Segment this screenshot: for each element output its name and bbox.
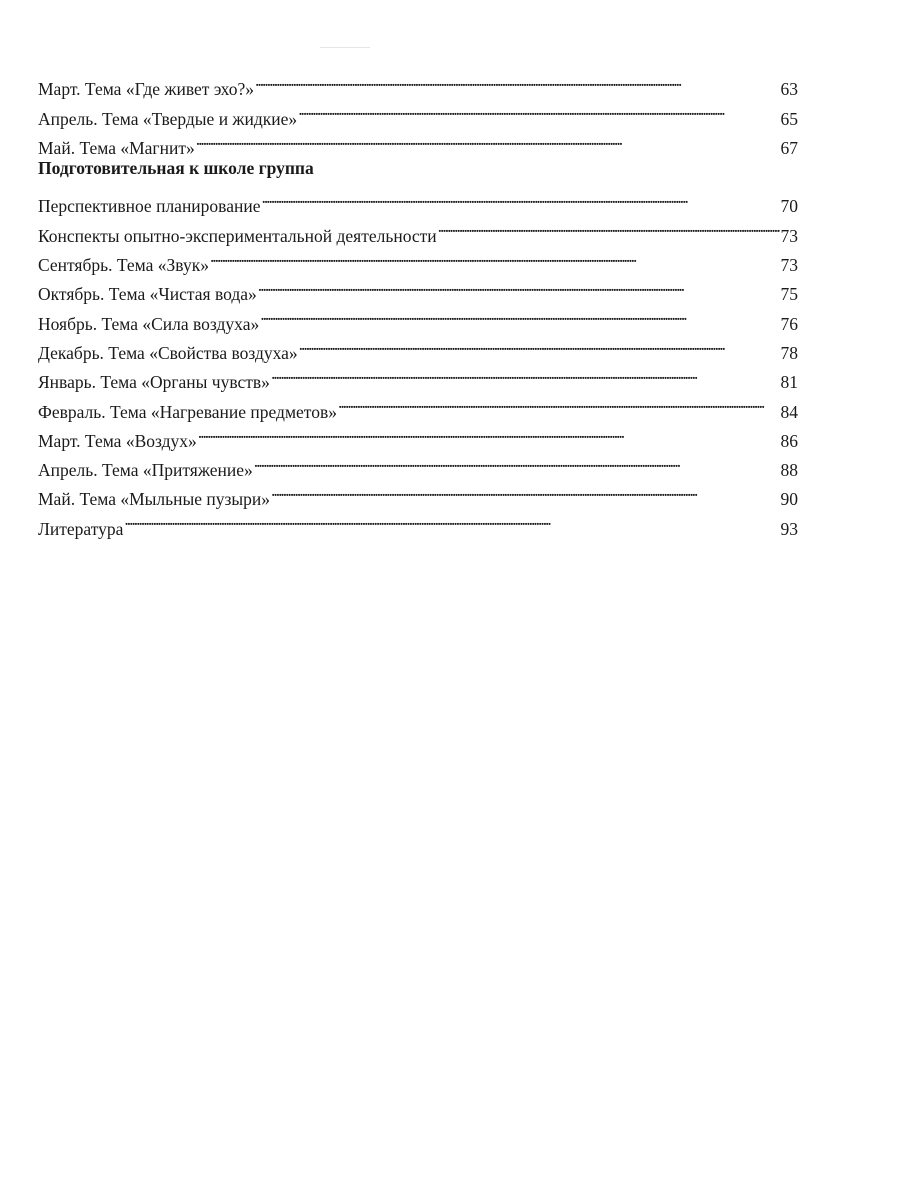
dot-leader: [254, 447, 780, 476]
table-of-contents: [38, 66, 798, 539]
toc-entry-page: 70: [780, 196, 798, 217]
dot-leader: [271, 476, 779, 505]
dot-leader: [196, 125, 780, 154]
toc-entry-title: Ноябрь. Тема «Сила воздуха»: [38, 313, 260, 334]
dot-leader: [198, 418, 780, 447]
toc-entry-title: Январь. Тема «Органы чувств»: [38, 372, 270, 393]
toc-entry-page: 73: [780, 225, 798, 246]
toc-entry-title: Сентябрь. Тема «Звук»: [38, 255, 209, 276]
toc-entry-page: 93: [780, 518, 798, 539]
dot-leader: [338, 388, 780, 417]
toc-entry-title: Февраль. Тема «Нагревание предметов»: [38, 401, 337, 422]
toc-entry-page: 88: [780, 460, 798, 481]
toc-entry-page: 73: [780, 255, 798, 276]
dot-leader: [210, 242, 780, 271]
dot-leader: [298, 95, 779, 124]
toc-entry-title: Март. Тема «Где живет эхо?»: [38, 79, 254, 100]
dot-leader: [255, 66, 780, 95]
dot-leader: [258, 271, 780, 300]
toc-entry-page: 63: [780, 79, 798, 100]
section-heading: Подготовительная к школе группа: [38, 157, 314, 178]
toc-entry-title: Май. Тема «Мыльные пузыри»: [38, 489, 271, 510]
dot-leader: [438, 212, 780, 241]
scan-mark: [320, 47, 370, 48]
dot-leader: [260, 300, 779, 329]
toc-entry-page: 81: [780, 372, 798, 393]
toc-entry-page: 84: [780, 401, 798, 422]
toc-entry-page: 90: [780, 489, 798, 510]
dot-leader: [261, 183, 779, 212]
toc-entry-page: 67: [780, 137, 798, 158]
toc-entry: [38, 505, 798, 539]
toc-entry-page: 65: [780, 108, 798, 129]
toc-entry-page: 75: [780, 284, 798, 305]
toc-entry-title: Март. Тема «Воздух»: [38, 430, 197, 451]
toc-entry-title: Конспекты опытно-экспериментальной деятельности: [38, 225, 437, 246]
toc-entry-title: Май. Тема «Магнит»: [38, 137, 195, 158]
toc-entry-page: 76: [780, 313, 798, 334]
toc-entry: [38, 66, 798, 100]
toc-entry-title: Декабрь. Тема «Свойства воздуха»: [38, 342, 298, 363]
toc-entry-title: Апрель. Тема «Твердые и жидкие»: [38, 108, 298, 129]
toc-entry-title: Перспективное планирование: [38, 196, 261, 217]
toc-entry-title: Апрель. Тема «Притяжение»: [38, 460, 253, 481]
dot-leader: [271, 359, 780, 388]
dot-leader: [299, 330, 780, 359]
toc-list-after: [38, 183, 798, 539]
toc-entry-title: Литература: [38, 518, 124, 539]
toc-entry-page: 78: [780, 342, 798, 363]
dot-leader: [124, 505, 779, 534]
toc-entry-title: Октябрь. Тема «Чистая вода»: [38, 284, 257, 305]
toc-entry-page: 86: [780, 430, 798, 451]
toc-list-before: [38, 66, 798, 158]
toc-entry: [38, 183, 798, 217]
